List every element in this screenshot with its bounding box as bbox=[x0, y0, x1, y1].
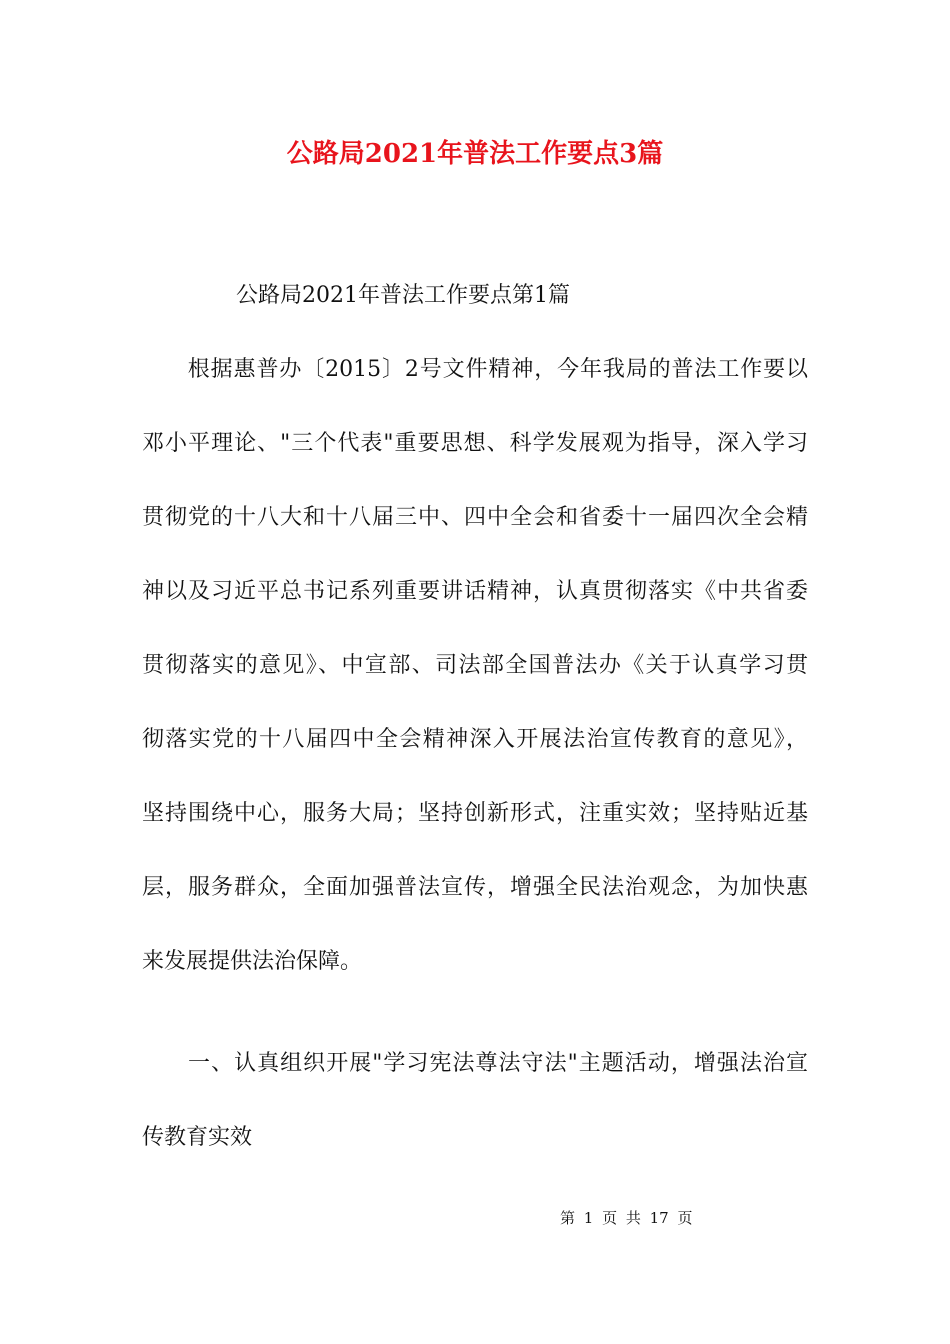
paragraph-line: 来发展提供法治保障。 bbox=[142, 949, 363, 974]
paragraph-line: 贯彻党的十八大和十八届三中、四中全会和省委十一届四次全会精 bbox=[142, 505, 808, 530]
paragraph-line: 彻落实党的十八届四中全会精神深入开展法治宣传教育的意见》， bbox=[142, 727, 808, 752]
paragraph-line: 根据惠普办〔2015〕2号文件精神，今年我局的普法工作要以 bbox=[142, 357, 808, 382]
paragraph-1 bbox=[142, 350, 808, 1016]
paragraph-line: 贯彻落实的意见》、中宣部、司法部全国普法办《关于认真学习贯 bbox=[142, 653, 808, 678]
paragraph-line: 层，服务群众，全面加强普法宣传，增强全民法治观念，为加快惠 bbox=[142, 875, 808, 900]
paragraph-line: 神以及习近平总书记系列重要讲话精神，认真贯彻落实《中共省委 bbox=[142, 579, 808, 604]
section-heading: 公路局2021年普法工作要点第1篇 bbox=[236, 283, 570, 308]
page-footer: 第 1 页 共 17 页 bbox=[560, 1209, 693, 1227]
paragraph-line: 邓小平理论、"三个代表"重要思想、科学发展观为指导，深入学习 bbox=[142, 431, 808, 456]
paragraph-line: 一、认真组织开展"学习宪法尊法守法"主题活动，增强法治宣 bbox=[142, 1051, 808, 1076]
paragraph-2 bbox=[142, 1044, 808, 1192]
paragraph-line: 坚持围绕中心，服务大局；坚持创新形式，注重实效；坚持贴近基 bbox=[142, 801, 808, 826]
document-title: 公路局2021年普法工作要点3篇 bbox=[286, 139, 664, 169]
paragraph-line: 传教育实效 bbox=[142, 1125, 253, 1150]
